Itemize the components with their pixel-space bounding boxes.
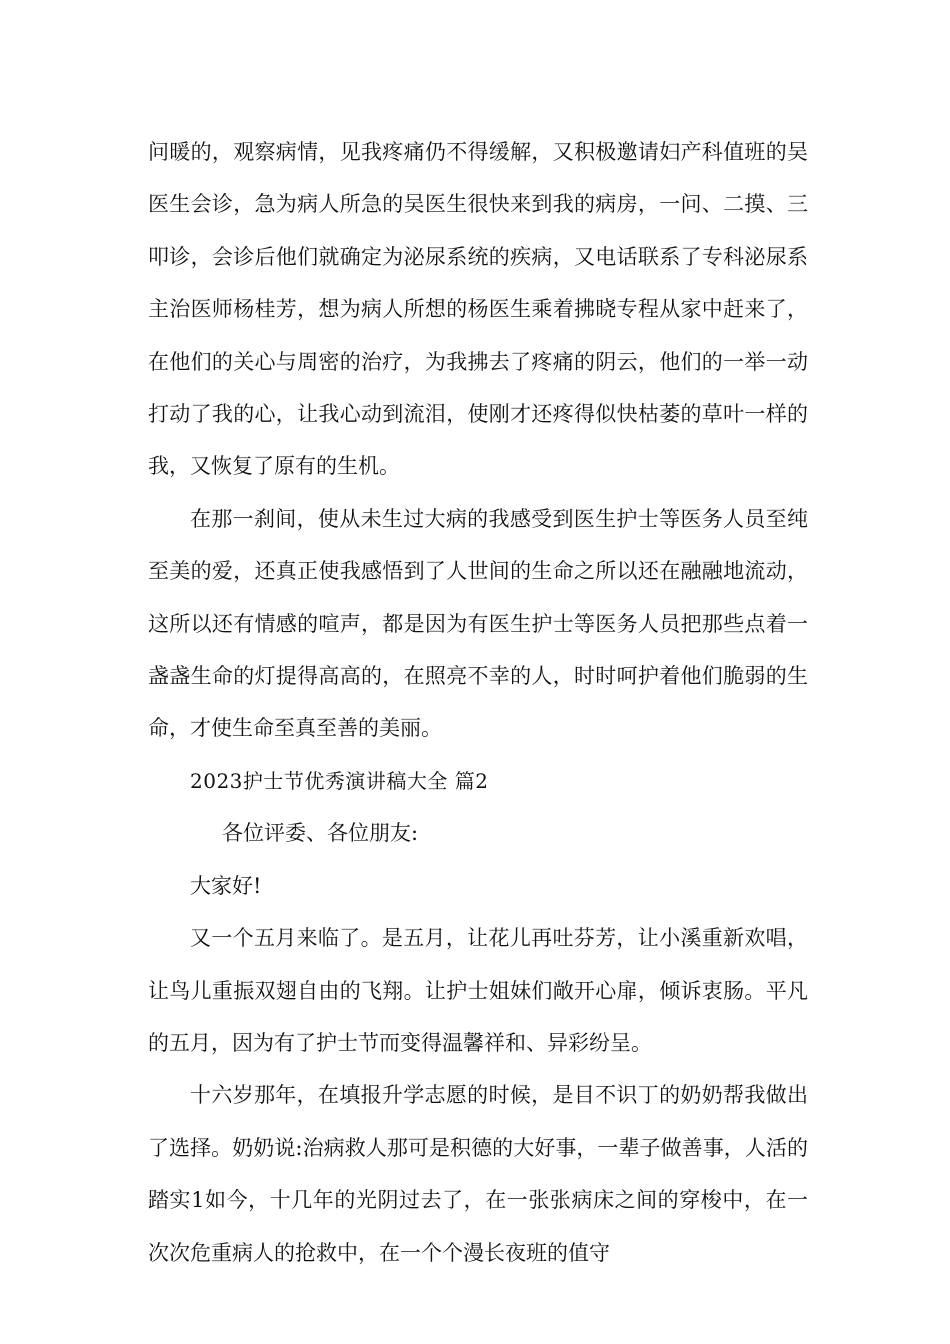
salutation: 各位评委、各位朋友: bbox=[222, 821, 419, 846]
section-heading: 2023护士节优秀演讲稿大全 篇2 bbox=[190, 768, 489, 793]
paragraph: 十六岁那年，在填报升学志愿的时候，是目不识丁的奶奶帮我做出了选择。奶奶说:治病救人那可是积德的大好事，一辈子做善事，人活的踏实1如今，十几年的光阴过去了，在一张张病床之间的穿梭中，在一次次危重病人的抢救中，在一个个漫长夜班的值守 bbox=[148, 1083, 808, 1265]
paragraph: 又一个五月来临了。是五月，让花儿再吐芬芳，让小溪重新欢唱，让鸟儿重振双翅自由的飞翔。让护士姐妹们敞开心扉，倾诉衷肠。平凡的五月，因为有了护士节而变得温馨祥和、异彩纷呈。 bbox=[148, 926, 808, 1055]
document-body bbox=[148, 126, 808, 1279]
greeting: 大家好! bbox=[190, 873, 262, 898]
paragraph: 在那一刹间，使从未生过大病的我感受到医生护士等医务人员至纯至美的爱，还真正使我感悟到了人世间的生命之所以还在融融地流动，这所以还有情感的喧声，都是因为有医生护士等医务人员把那些点着一盏盏生命的灯提得高高的，在照亮不幸的人，时时呵护着他们脆弱的生命，才使生命至真至善的美丽。 bbox=[148, 506, 808, 741]
paragraph-continuation: 问暖的，观察病情，见我疼痛仍不得缓解，又积极邀请妇产科值班的吴医生会诊，急为病人所急的吴医生很快来到我的病房，一问、二摸、三叩诊，会诊后他们就确定为泌尿系统的疾病，又电话联系了专科泌尿系主治医师杨桂芳，想为病人所想的杨医生乘着拂晓专程从家中赶来了，在他们的关心与周密的治疗，为我拂去了疼痛的阴云，他们的一举一动打动了我的心，让我心动到流泪，使刚才还疼得似快枯萎的草叶一样的我，又恢复了原有的生机。 bbox=[148, 140, 808, 479]
